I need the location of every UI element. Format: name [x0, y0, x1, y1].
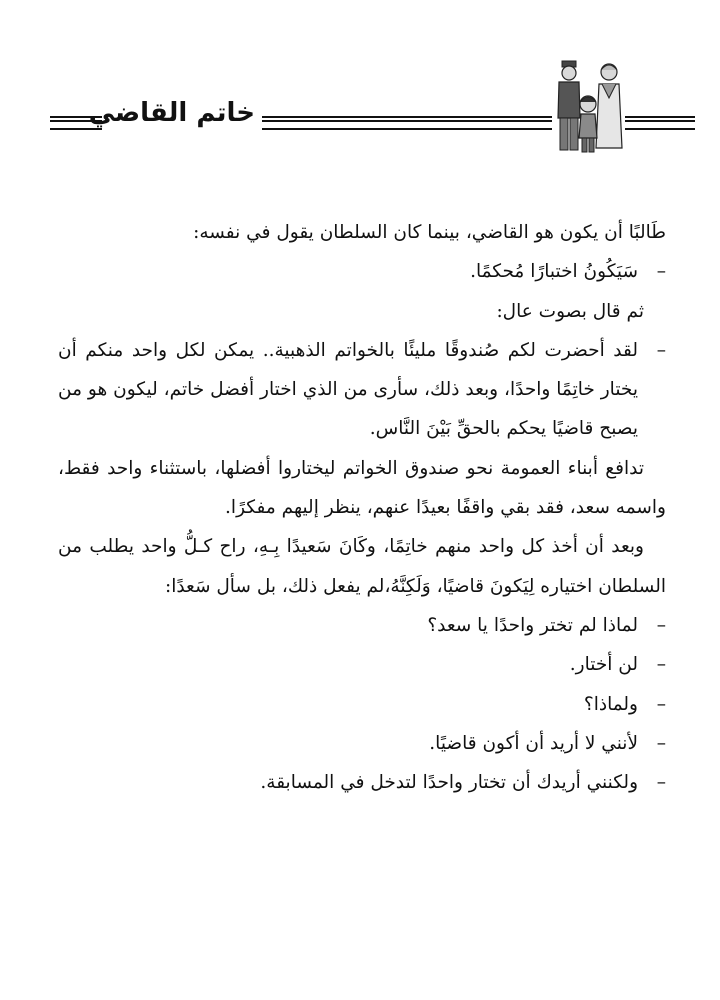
header-rule-left — [50, 116, 102, 130]
dialogue-line — [58, 606, 666, 645]
dialogue-dash: – — [656, 614, 666, 636]
dialogue-text: ولكنني أريدك أن تختار واحدًا لتدخل في المسابقة. — [260, 772, 638, 794]
dialogue-line — [58, 685, 666, 724]
chapter-header — [50, 58, 695, 158]
dialogue-dash: – — [656, 654, 666, 676]
header-rule-middle — [262, 116, 552, 130]
dialogue-line — [58, 645, 666, 684]
dialogue-line — [58, 724, 666, 763]
dialogue-dash: – — [656, 732, 666, 754]
page-body — [58, 213, 666, 802]
dialogue-dash: – — [656, 339, 666, 361]
dialogue-dash: – — [656, 772, 666, 794]
family-figures-illustration-icon — [555, 58, 623, 158]
dialogue-text: لن أختار. — [569, 654, 638, 676]
dialogue-line — [58, 331, 666, 449]
paragraph: طَالبًا أن يكون هو القاضي، بينما كان السلطان يقول في نفسه: — [193, 222, 666, 243]
dialogue-dash: – — [656, 261, 666, 283]
dialogue-dash: – — [656, 693, 666, 715]
dialogue-text: لأنني لا أريد أن أكون قاضيًا. — [429, 732, 638, 754]
dialogue-line — [58, 252, 666, 291]
dialogue-text: لماذا لم تختر واحدًا يا سعد؟ — [427, 614, 638, 636]
dialogue-text: سَيَكُونُ اختبارًا مُحكمًا. — [470, 261, 638, 283]
paragraph: تدافع أبناء العمومة نحو صندوق الخواتم ليختاروا أفضلها، باستثناء واحد فقط، واسمه سعد، فقد بقي واقفًا بعيدًا عنهم، ينظر إليهم مفكرًا. — [58, 457, 666, 519]
dialogue-text: لقد أحضرت لكم صُندوقًا مليئًا بالخواتم الذهبية.. يمكن لكل واحد منكم أن يختار خاتِمًا واحدًا، وبعد ذلك، سأرى من الذي اختار أفضل خاتم، ليكون هو من يصبح قاضيًا يحكم بالحقِّ بَيْنَ النَّاس. — [58, 339, 638, 440]
dialogue-line — [58, 763, 666, 802]
paragraph: وبعد أن أخذ كل واحد منهم خاتِمًا، وكَانَ سَعيدًا بِـهِ، راح كـلُّ واحد يطلب من السلطان اختياره لِيَكونَ قاضيًا، وَلَكِنَّهُ،لم يفعل ذلك، بل سأل سَعدًا: — [58, 536, 666, 597]
dialogue-text: ولماذا؟ — [583, 693, 638, 715]
paragraph: ثم قال بصوت عال: — [496, 300, 644, 322]
chapter-title: خاتم القاضي — [88, 98, 255, 128]
header-rule-right — [625, 116, 695, 130]
